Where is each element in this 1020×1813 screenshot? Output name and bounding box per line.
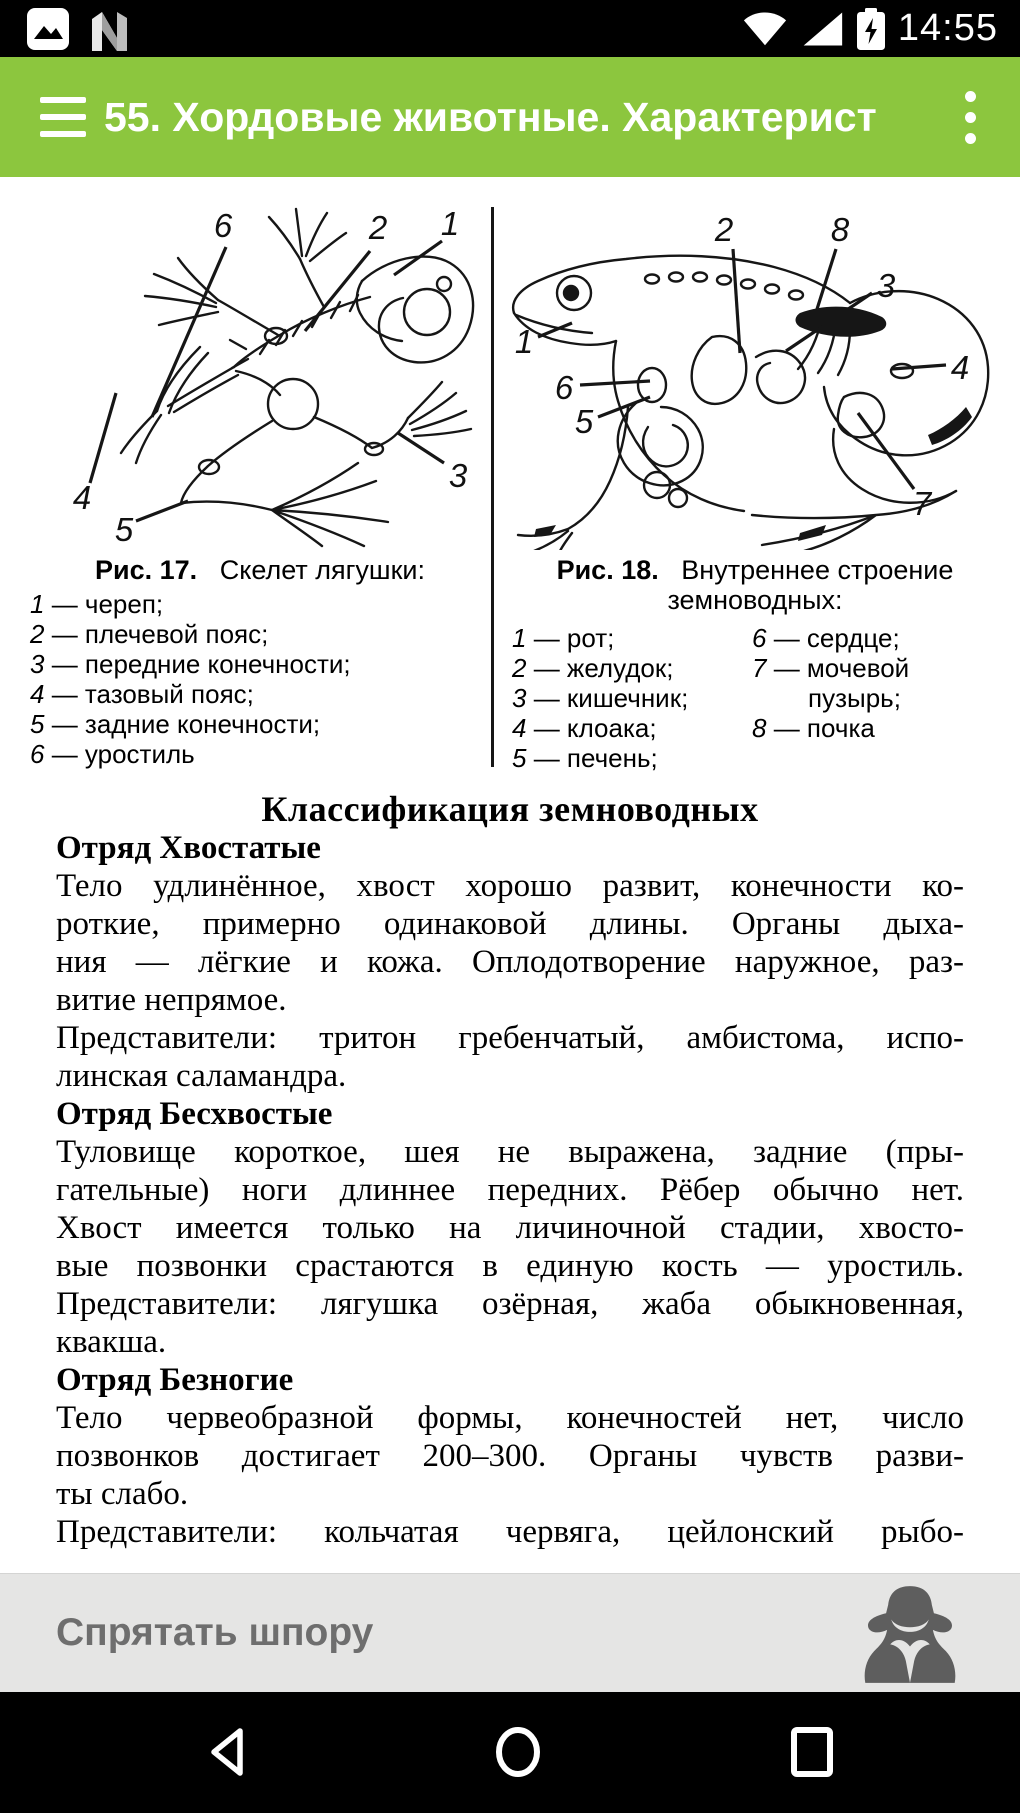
text-line: роткие, примерно одинаковой длины. Органы дыха- (56, 906, 964, 942)
screenshot-icon (26, 7, 70, 51)
order-title: Отряд Безногие (56, 1362, 294, 1398)
list-item: 2 — плечевой пояс; (30, 619, 269, 649)
list-item: 6 — уростиль (30, 739, 195, 769)
fig18-callout-3: 3 (876, 267, 896, 304)
fig18-callout-8: 8 (830, 211, 850, 248)
text-line: Представители: тритон гребенчатый, амбистома, испо- (56, 1020, 964, 1056)
text-line: позвонков достигает 200–300. Органы чувств разви- (56, 1438, 964, 1474)
fig17-callout-6: 6 (213, 207, 233, 244)
list-item: 8 — почка (752, 713, 875, 743)
text-line: ты слабо. (56, 1476, 189, 1512)
page-title: 55. Хордовые животные. Характерист (104, 93, 877, 140)
text-line: Тело удлинённое, хвост хорошо развит, конечности ко- (56, 868, 964, 904)
text-line: Представители: лягушка озёрная, жаба обыкновенная, (56, 1286, 964, 1322)
fig18-caption-text: Внутреннее строение (681, 555, 954, 585)
fig18-legend-list-right (752, 623, 990, 743)
scroll-content[interactable] (0, 177, 1020, 1573)
text-line: ния — лёгкие и кожа. Оплодотворение наружное, раз- (56, 944, 964, 980)
figure-column-divider (491, 207, 494, 767)
list-item: 1 — череп; (30, 589, 164, 619)
fig18-callout-2: 2 (714, 211, 734, 248)
home-icon[interactable] (492, 1726, 544, 1778)
fig18-caption-number: Рис. 18. (556, 555, 659, 585)
list-item: 1 — рот; (512, 623, 615, 653)
hide-cheatsheet-button[interactable] (0, 1573, 1020, 1692)
fig18-callout-7: 7 (912, 485, 932, 522)
spy-incognito-icon (858, 1582, 962, 1686)
status-bar-indicators (742, 0, 998, 57)
fig17-callout-4: 4 (72, 479, 92, 516)
text-line: Представители: кольчатая червяга, цейлонский рыбо- (56, 1514, 964, 1550)
hide-cheatsheet-label: Спрятать шпору (56, 1611, 374, 1654)
text-line: Туловище короткое, шея не выражена, задние (пры- (56, 1134, 964, 1170)
battery-charging-icon (856, 7, 886, 51)
fig18-callout-4: 4 (950, 349, 970, 386)
text-line: гательные) ноги длиннее передних. Рёбер обычно нет. (56, 1172, 964, 1208)
fig17-callout-5: 5 (114, 511, 134, 548)
recents-icon[interactable] (786, 1726, 838, 1778)
nougat-icon (86, 6, 132, 52)
fig18-caption (505, 555, 1005, 615)
fig17-caption-number: Рис. 17. (95, 555, 198, 585)
fig17-legend-list (30, 589, 485, 769)
fig17-callout-2: 2 (368, 209, 388, 246)
back-icon[interactable] (204, 1726, 256, 1778)
fig17-caption-text: Скелет лягушки: (219, 555, 425, 585)
text-line: вые позвонки срастаются в единую кость — уростиль. (56, 1248, 964, 1284)
list-item: 5 — задние конечности; (30, 709, 321, 739)
text-line: Тело червеобразной формы, конечностей нет, число (56, 1400, 964, 1436)
list-item: 3 — кишечник; (512, 683, 689, 713)
clock: 14:55 (897, 7, 998, 49)
text-line: витие непрямое. (56, 982, 287, 1018)
text-line: квакша. (56, 1324, 167, 1360)
list-item: 7 — мочевой пузырь; (752, 653, 910, 713)
hamburger-menu-icon[interactable] (40, 95, 86, 139)
list-item: 6 — сердце; (752, 623, 900, 653)
fig17-frog-skeleton-drawing (40, 185, 480, 550)
signal-icon (800, 9, 844, 49)
list-item: 2 — желудок; (512, 653, 674, 683)
android-nav-bar (0, 1692, 1020, 1813)
list-item: 4 — тазовый пояс; (30, 679, 254, 709)
fig18-callout-6: 6 (554, 369, 574, 406)
wifi-icon (742, 9, 788, 49)
list-item: 5 — печень; (512, 743, 658, 773)
fig17-callout-3: 3 (448, 457, 468, 494)
fig18-callout-1: 1 (514, 323, 534, 360)
list-item: 3 — передние конечности; (30, 649, 351, 679)
text-line: линская саламандра. (56, 1058, 347, 1094)
overflow-menu-icon[interactable] (950, 81, 990, 153)
order-title: Отряд Бесхвостые (56, 1096, 333, 1132)
fig17-caption (40, 555, 480, 585)
fig18-callout-5: 5 (574, 403, 594, 440)
status-bar-notifications (26, 6, 132, 52)
app-bar (0, 57, 1020, 177)
fig18-legend-list-left (512, 623, 740, 773)
order-title: Отряд Хвостатые (56, 830, 321, 866)
fig17-leader-lines (90, 241, 444, 521)
fig17-callout-1: 1 (440, 205, 460, 242)
list-item: 4 — клоака; (512, 713, 657, 743)
fig18-caption-text2: земноводных: (667, 585, 843, 615)
status-bar (0, 0, 1020, 57)
section-heading: Классификация земноводных (261, 789, 759, 829)
article-text (0, 789, 1020, 1551)
fig18-frog-anatomy-drawing (500, 185, 1012, 550)
text-line: Хвост имеется только на личиночной стадии, хвосто- (56, 1210, 964, 1246)
